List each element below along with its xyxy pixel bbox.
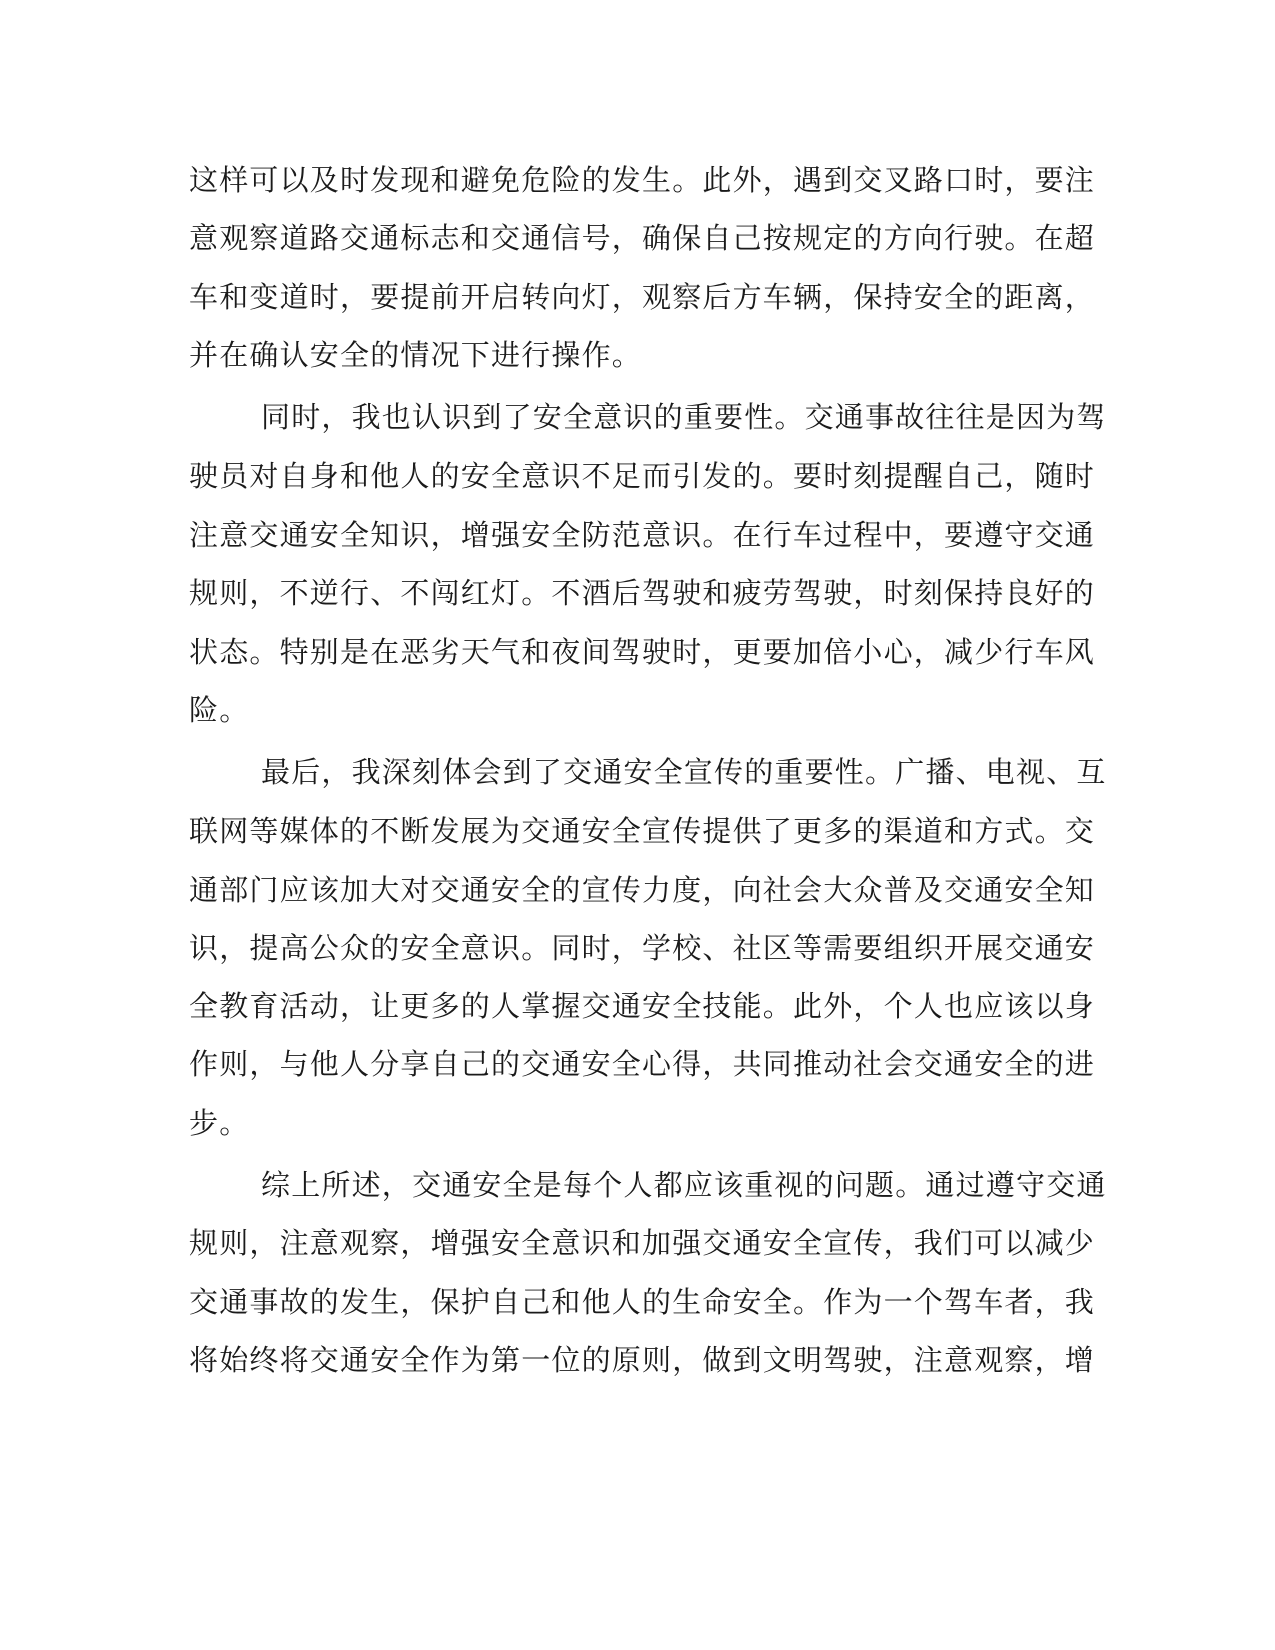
text-line: 并在确认安全的情况下进行操作。 bbox=[189, 338, 643, 372]
text-line: 规则，注意观察，增强安全意识和加强交通安全宣传，我们可以减少 bbox=[189, 1226, 1096, 1260]
text-line: 车和变道时，要提前开启转向灯，观察后方车辆，保持安全的距离， bbox=[189, 280, 1096, 314]
text-line: 步。 bbox=[189, 1106, 250, 1140]
text-line: 将始终将交通安全作为第一位的原则，做到文明驾驶，注意观察，增 bbox=[189, 1343, 1096, 1377]
paragraph-first-line: 最后，我深刻体会到了交通安全宣传的重要性。广播、电视、互 bbox=[261, 755, 1107, 789]
text-line: 联网等媒体的不断发展为交通安全宣传提供了更多的渠道和方式。交 bbox=[189, 814, 1096, 848]
text-line: 交通事故的发生，保护自己和他人的生命安全。作为一个驾车者，我 bbox=[189, 1285, 1096, 1319]
text-line: 这样可以及时发现和避免危险的发生。此外，遇到交叉路口时，要注 bbox=[189, 163, 1096, 197]
text-line: 全教育活动，让更多的人掌握交通安全技能。此外，个人也应该以身 bbox=[189, 989, 1096, 1023]
text-line: 意观察道路交通标志和交通信号，确保自己按规定的方向行驶。在超 bbox=[189, 221, 1096, 255]
text-line: 注意交通安全知识，增强安全防范意识。在行车过程中，要遵守交通 bbox=[189, 518, 1096, 552]
paragraph-first-line: 同时，我也认识到了安全意识的重要性。交通事故往往是因为驾 bbox=[261, 400, 1107, 434]
text-line: 识，提高公众的安全意识。同时，学校、社区等需要组织开展交通安 bbox=[189, 931, 1096, 965]
text-line: 险。 bbox=[189, 693, 250, 727]
text-line: 驶员对自身和他人的安全意识不足而引发的。要时刻提醒自己，随时 bbox=[189, 459, 1096, 493]
text-line: 作则，与他人分享自己的交通安全心得，共同推动社会交通安全的进 bbox=[189, 1047, 1096, 1081]
text-line: 状态。特别是在恶劣天气和夜间驾驶时，更要加倍小心，减少行车风 bbox=[189, 635, 1096, 669]
text-line: 规则，不逆行、不闯红灯。不酒后驾驶和疲劳驾驶，时刻保持良好的 bbox=[189, 576, 1096, 610]
text-line: 通部门应该加大对交通安全的宣传力度，向社会大众普及交通安全知 bbox=[189, 873, 1096, 907]
paragraph-first-line: 综上所述，交通安全是每个人都应该重视的问题。通过遵守交通 bbox=[261, 1168, 1107, 1202]
